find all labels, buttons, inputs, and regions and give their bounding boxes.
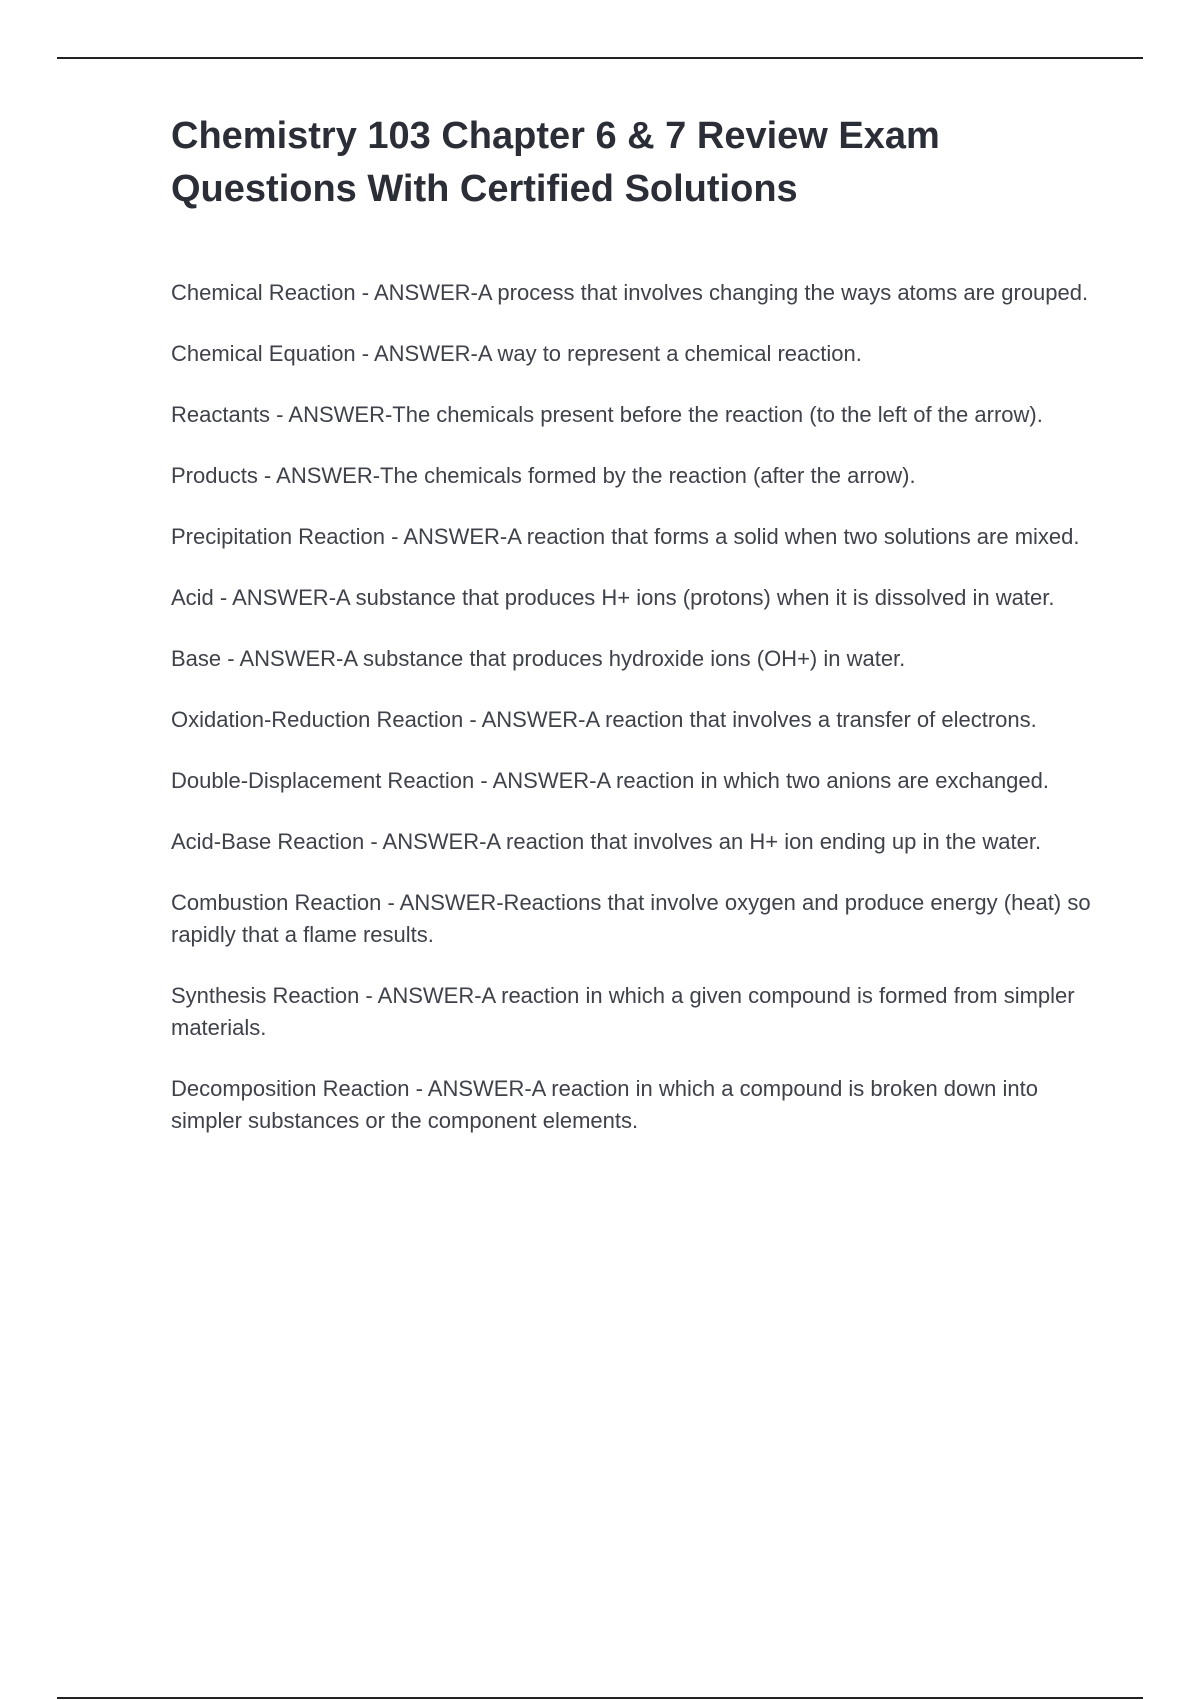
qa-item-precipitation-reaction: Precipitation Reaction - ANSWER-A reaction that forms a solid when two solutions are mixed.	[171, 524, 1080, 549]
qa-item-synthesis: Synthesis Reaction - ANSWER-A reaction in which a given compound is formed from simpler materials.	[171, 983, 1075, 1040]
qa-item-base: Base - ANSWER-A substance that produces hydroxide ions (OH+) in water.	[171, 646, 906, 671]
qa-list	[171, 277, 1106, 1166]
qa-item-decomposition: Decomposition Reaction - ANSWER-A reaction in which a compound is broken down into simpler substances or the component elements.	[171, 1076, 1038, 1133]
qa-item-double-displacement: Double-Displacement Reaction - ANSWER-A reaction in which two anions are exchanged.	[171, 768, 1049, 793]
page-title: Chemistry 103 Chapter 6 & 7 Review Exam Questions With Certified Solutions	[171, 115, 940, 210]
qa-item-chemical-reaction: Chemical Reaction - ANSWER-A process that involves changing the ways atoms are grouped.	[171, 280, 1089, 305]
qa-item-reactants: Reactants - ANSWER-The chemicals present before the reaction (to the left of the arrow).	[171, 402, 1043, 427]
qa-item-chemical-equation: Chemical Equation - ANSWER-A way to represent a chemical reaction.	[171, 341, 862, 366]
qa-item-acid-base: Acid-Base Reaction - ANSWER-A reaction that involves an H+ ion ending up in the water.	[171, 829, 1042, 854]
top-divider	[57, 57, 1143, 59]
qa-item-oxidation-reduction: Oxidation-Reduction Reaction - ANSWER-A reaction that involves a transfer of electrons.	[171, 707, 1037, 732]
qa-item-products: Products - ANSWER-The chemicals formed by the reaction (after the arrow).	[171, 463, 916, 488]
qa-item-combustion: Combustion Reaction - ANSWER-Reactions that involve oxygen and produce energy (heat) so rapidly that a flame results.	[171, 890, 1091, 947]
bottom-divider	[57, 1697, 1143, 1699]
qa-item-acid: Acid - ANSWER-A substance that produces H+ ions (protons) when it is dissolved in water.	[171, 585, 1055, 610]
